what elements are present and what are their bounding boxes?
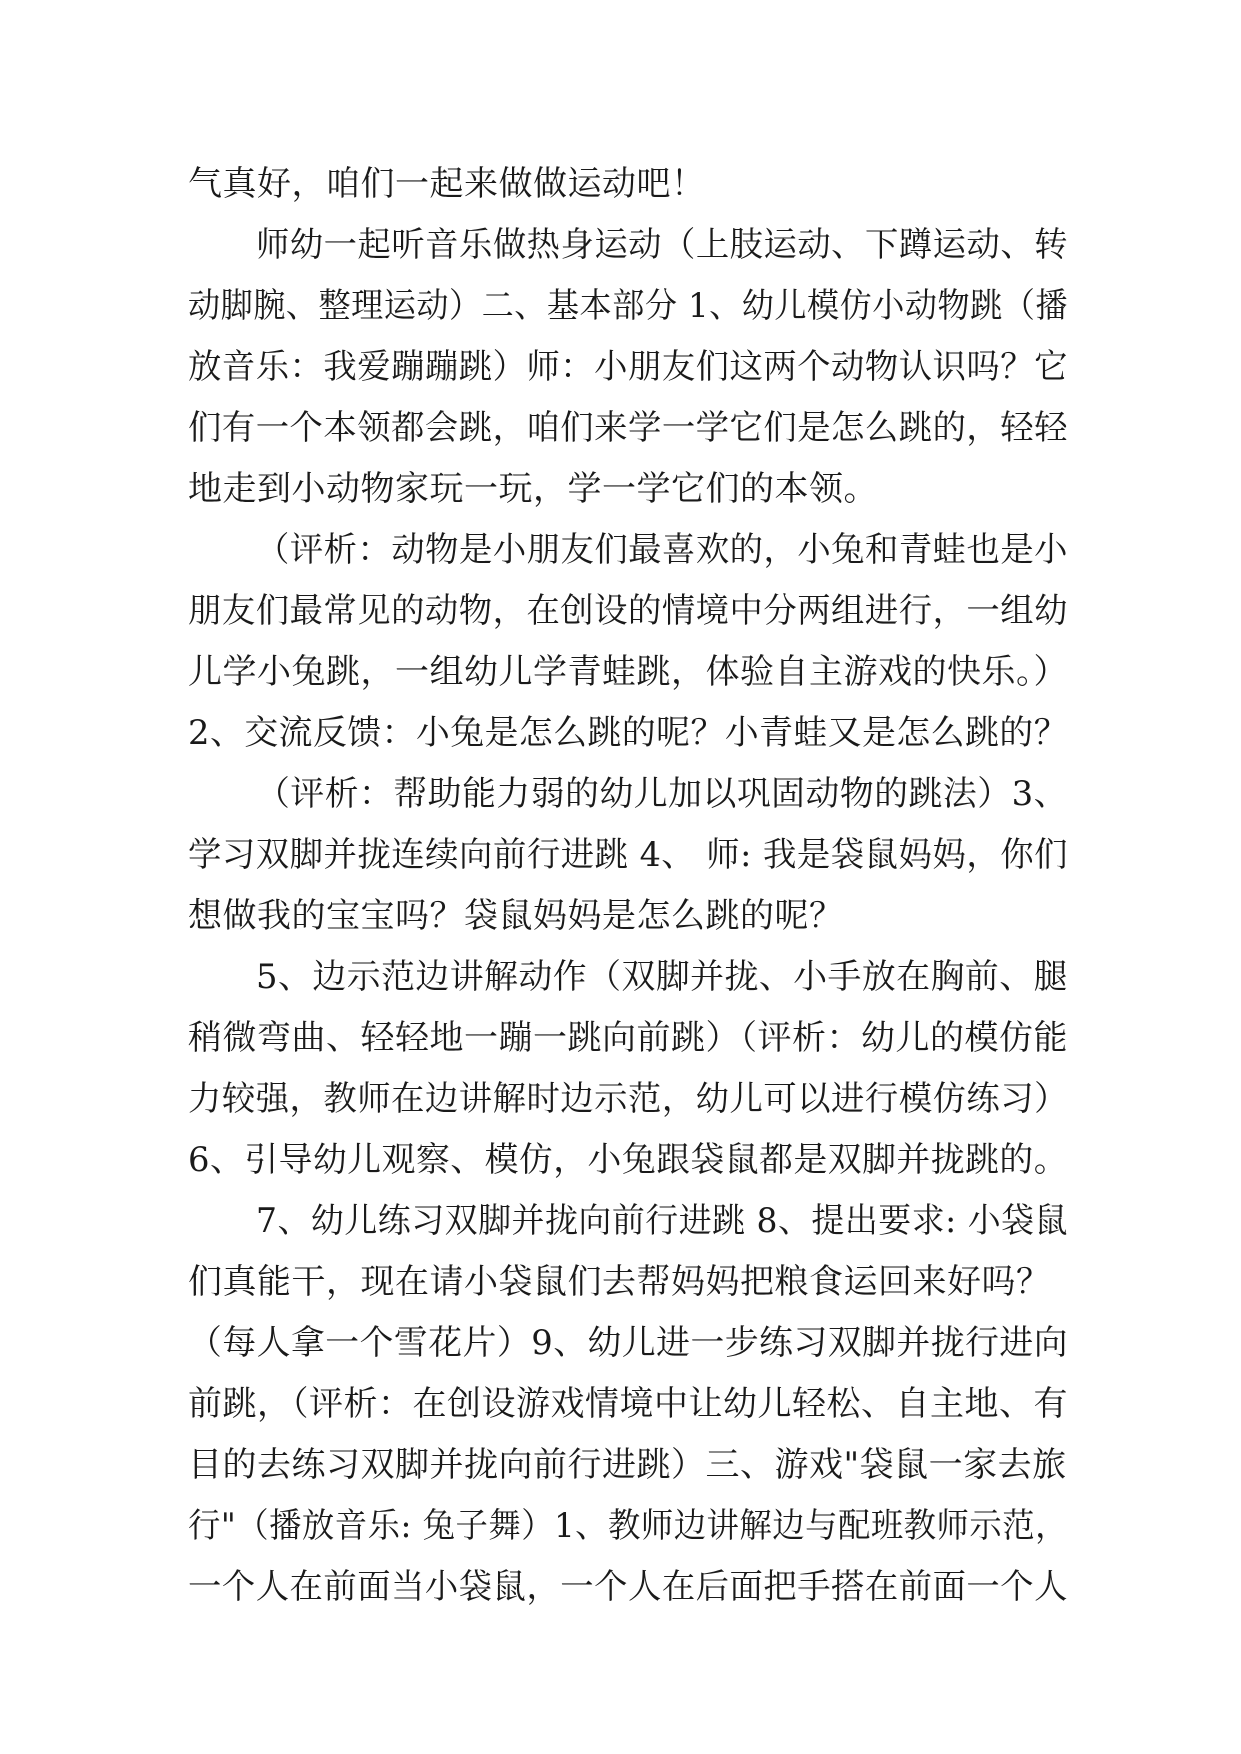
text-line: （每人拿一个雪花片）9、幼儿进一步练习双脚并拢行进向 xyxy=(188,1323,1069,1363)
text-line: 5、边示范边讲解动作（双脚并拢、小手放在胸前、腿 xyxy=(256,957,1068,997)
text-line: 朋友们最常见的动物，在创设的情境中分两组进行，一组幼 xyxy=(188,591,1068,631)
text-line: 行"（播放音乐: 兔子舞）1、教师边讲解边与配班教师示范， xyxy=(188,1506,1068,1546)
text-line: 目的去练习双脚并拢向前行进跳）三、游戏"袋鼠一家去旅 xyxy=(188,1445,1067,1485)
text-line: 动脚腕、整理运动）二、基本部分 1、幼儿模仿小动物跳（播 xyxy=(188,286,1069,326)
text-line: 7、幼儿练习双脚并拢向前行进跳 8、提出要求: 小袋鼠 xyxy=(256,1201,1069,1241)
body-text xyxy=(188,154,1068,1618)
text-line: 们真能干，现在请小袋鼠们去帮妈妈把粮食运回来好吗？ xyxy=(188,1262,1051,1302)
text-line: 儿学小兔跳，一组幼儿学青蛙跳，体验自主游戏的快乐。） xyxy=(188,652,1068,692)
text-line: 学习双脚并拢连续向前行进跳 4、 师: 我是袋鼠妈妈，你们 xyxy=(188,835,1068,875)
text-line: 6、引导幼儿观察、模仿，小兔跟袋鼠都是双脚并拢跳的。 xyxy=(188,1140,1069,1180)
text-line: 们有一个本领都会跳，咱们来学一学它们是怎么跳的，轻轻 xyxy=(188,408,1068,448)
text-line: （评析：帮助能力弱的幼儿加以巩固动物的跳法）3、 xyxy=(256,774,1068,814)
text-line: 力较强，教师在边讲解时边示范，幼儿可以进行模仿练习） xyxy=(188,1079,1068,1119)
text-line: 气真好，咱们一起来做做运动吧！ xyxy=(188,164,706,204)
text-line: 想做我的宝宝吗？袋鼠妈妈是怎么跳的呢？ xyxy=(188,896,844,936)
text-line: 2、交流反馈：小兔是怎么跳的呢？小青蛙又是怎么跳的？ xyxy=(188,713,1069,753)
text-line: 地走到小动物家玩一玩，学一学它们的本领。 xyxy=(188,469,878,509)
text-line: 师幼一起听音乐做热身运动（上肢运动、下蹲运动、转 xyxy=(256,225,1069,265)
text-line: 放音乐：我爱蹦蹦跳）师：小朋友们这两个动物认识吗？它 xyxy=(188,347,1068,387)
text-line: （评析：动物是小朋友们最喜欢的，小兔和青蛙也是小 xyxy=(256,530,1069,570)
text-line: 稍微弯曲、轻轻地一蹦一跳向前跳）（评析：幼儿的模仿能 xyxy=(188,1018,1068,1058)
text-line: 前跳，（评析：在创设游戏情境中让幼儿轻松、自主地、有 xyxy=(188,1384,1068,1424)
text-line: 一个人在前面当小袋鼠，一个人在后面把手搭在前面一个人 xyxy=(188,1567,1068,1607)
